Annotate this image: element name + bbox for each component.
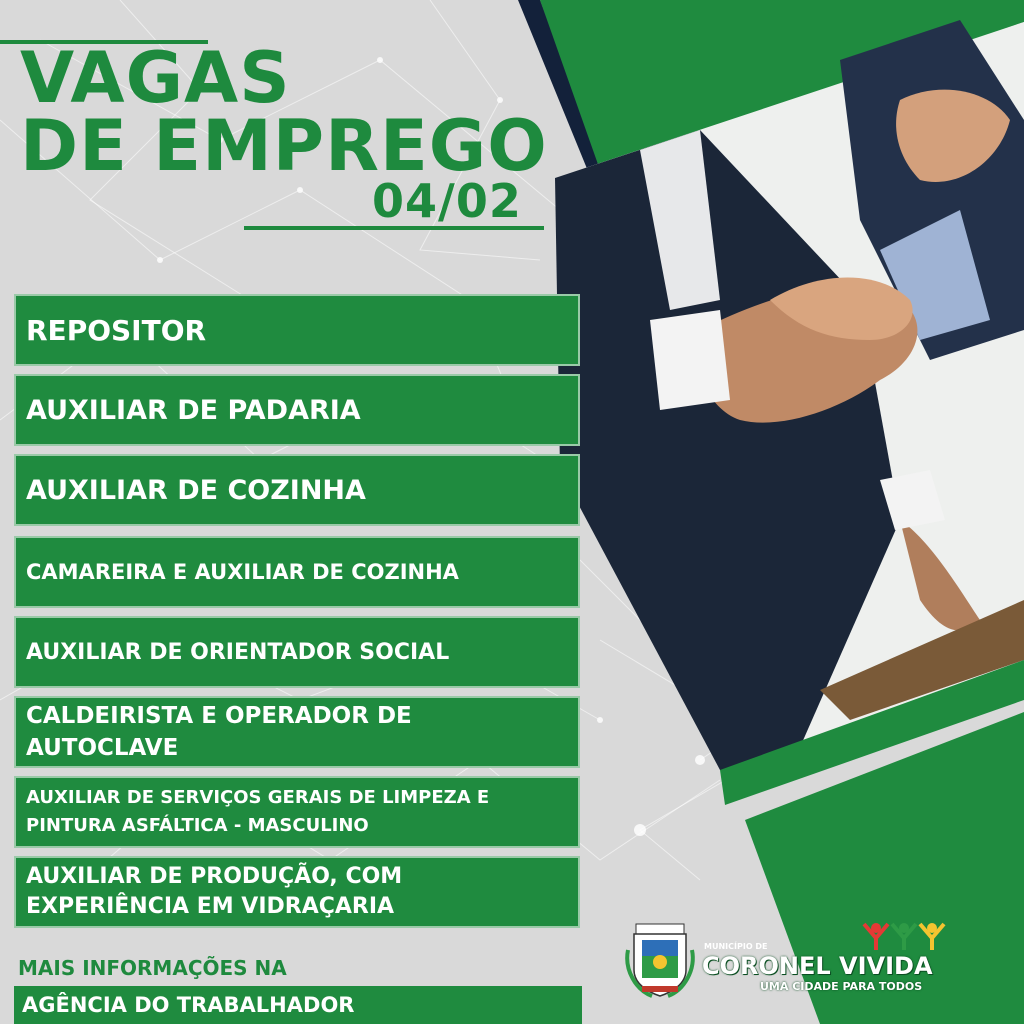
date-label: 04/02 [372, 174, 522, 228]
title-line-2: DE EMPREGO [20, 105, 548, 187]
people-celebrating-icon [854, 920, 954, 954]
job-title: CALDEIRISTA E OPERADOR DE AUTOCLAVE [26, 703, 412, 761]
job-title: AUXILIAR DE ORIENTADOR SOCIAL [26, 639, 450, 665]
job-item [14, 454, 580, 526]
agency-label: AGÊNCIA DO TRABALHADOR [22, 993, 355, 1017]
brand-prefix: MUNICÍPIO DE [704, 942, 768, 951]
municipal-coat-of-arms-icon [622, 920, 698, 1000]
title-line-1: VAGAS [20, 37, 291, 119]
municipality-logo [622, 920, 962, 1000]
job-item [14, 696, 580, 768]
job-item [14, 856, 580, 928]
job-title: AUXILIAR DE SERVIÇOS GERAIS DE LIMPEZA E PINTURA ASFÁLTICA - MASCULINO [26, 787, 490, 836]
job-item [14, 294, 580, 366]
brand-name: CORONEL VIVIDA [702, 952, 933, 980]
job-title: AUXILIAR DE COZINHA [26, 474, 366, 506]
job-title: REPOSITOR [26, 313, 207, 347]
page-title [20, 37, 548, 187]
more-info-label: MAIS INFORMAÇÕES NA [18, 956, 287, 980]
job-item [14, 536, 580, 608]
job-item [14, 374, 580, 446]
agency-banner [14, 986, 582, 1024]
job-item [14, 776, 580, 848]
job-title: AUXILIAR DE PADARIA [26, 394, 361, 426]
job-title: CAMAREIRA E AUXILIAR DE COZINHA [26, 560, 459, 584]
job-item [14, 616, 580, 688]
brand-tagline: UMA CIDADE PARA TODOS [760, 980, 923, 993]
job-title: AUXILIAR DE PRODUÇÃO, COM EXPERIÊNCIA EM VIDRAÇARIA [26, 864, 403, 919]
